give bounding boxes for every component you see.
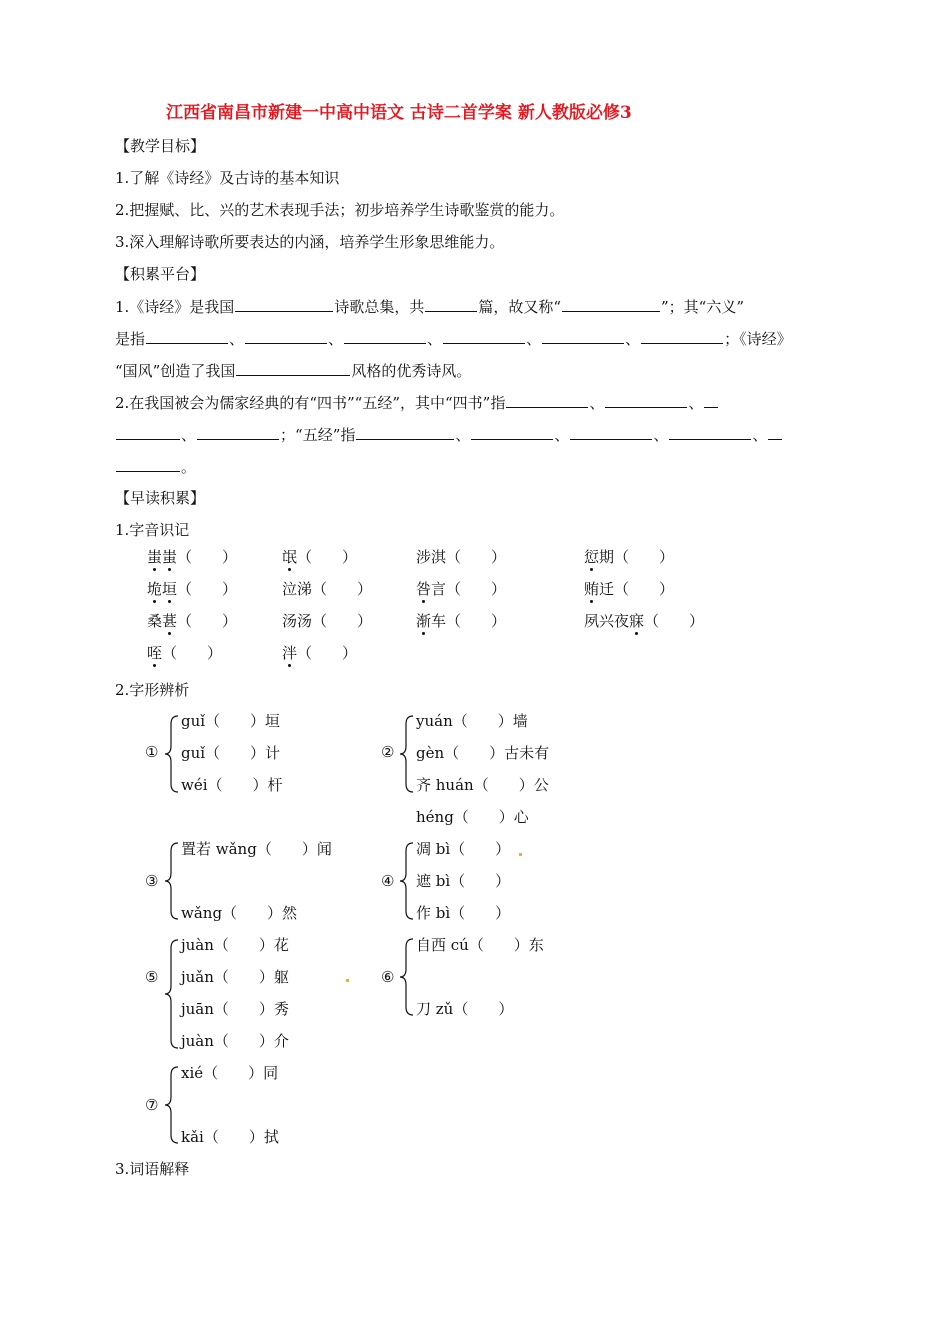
goal-item: 3.深入理解诗歌所要表达的内涵，培养学生形象思维能力。 xyxy=(115,233,505,251)
q1-text: 篇，故又称“ xyxy=(478,298,561,316)
shape-item: yuán（ ）墙 xyxy=(416,712,528,730)
shape-item: juàn（ ）介 xyxy=(181,1032,289,1050)
q1-text: 1.《诗经》是我国 xyxy=(115,298,235,316)
shape-item: guǐ（ ）垣 xyxy=(181,712,281,730)
shape-item: 遮 bì（ ） xyxy=(416,872,511,890)
separator: 。 xyxy=(181,458,197,476)
pron-item xyxy=(416,611,506,631)
shape-item: 刀 zǔ（ ） xyxy=(416,1000,514,1018)
group-number: ⑥ xyxy=(381,968,395,986)
dotted-char: 泮 xyxy=(282,644,298,662)
answer-paren[interactable]: （ ） xyxy=(297,644,358,662)
answer-paren[interactable]: （ ） xyxy=(614,548,675,566)
q2-text: “五经”指 xyxy=(295,426,356,444)
fill-blank[interactable] xyxy=(443,328,525,344)
mark-dot xyxy=(519,853,522,856)
fill-blank[interactable] xyxy=(542,328,624,344)
answer-paren[interactable]: （ ） xyxy=(177,548,238,566)
q1-text: ”；其“六义” xyxy=(661,298,745,316)
answer-paren[interactable]: （ ） xyxy=(644,612,705,630)
fill-blank[interactable] xyxy=(704,392,718,408)
fill-blank[interactable] xyxy=(236,360,350,376)
separator: 、 xyxy=(229,330,245,348)
group-number: ① xyxy=(145,743,159,761)
dotted-char: 葚 xyxy=(162,612,178,630)
answer-paren[interactable]: （ ） xyxy=(177,612,238,630)
fill-blank[interactable] xyxy=(235,296,333,312)
pron-item xyxy=(147,579,237,599)
goal-item: 2.把握赋、比、兴的艺术表现手法；初步培养学生诗歌鉴赏的能力。 xyxy=(115,201,565,219)
shape-item: xié（ ）同 xyxy=(181,1064,279,1082)
pron-item xyxy=(147,547,237,567)
answer-paren[interactable]: （ ） xyxy=(312,580,373,598)
answer-paren[interactable]: （ ） xyxy=(177,580,238,598)
fill-blank[interactable] xyxy=(116,424,180,440)
q1-text: 风格的优秀诗风。 xyxy=(351,362,472,380)
pron-item xyxy=(584,611,704,631)
q1-text: 诗歌总集，共 xyxy=(334,298,425,316)
group-number: ⑦ xyxy=(145,1096,159,1114)
brace-icon xyxy=(164,938,180,1050)
answer-paren[interactable]: （ ） xyxy=(297,548,358,566)
fill-blank[interactable] xyxy=(197,424,279,440)
pron-item xyxy=(282,643,357,663)
fill-blank[interactable] xyxy=(471,424,553,440)
sub-heading-pronunciation: 1.字音识记 xyxy=(115,521,190,539)
dotted-char: 渐 xyxy=(416,612,432,630)
q1-text: 是指 xyxy=(115,330,146,348)
group-number: ⑤ xyxy=(145,968,159,986)
pron-item xyxy=(147,643,222,663)
group-number: ④ xyxy=(381,872,395,890)
answer-paren[interactable]: （ ） xyxy=(446,548,507,566)
fill-blank[interactable] xyxy=(116,456,180,472)
shape-item: kǎi（ ）拭 xyxy=(181,1128,279,1146)
answer-paren[interactable]: （ ） xyxy=(446,612,507,630)
question-1-line-1 xyxy=(115,296,744,317)
fill-blank[interactable] xyxy=(570,424,652,440)
separator: 、 xyxy=(328,330,344,348)
brace-icon xyxy=(399,714,415,794)
shape-item: 齐 huán（ ）公 xyxy=(416,776,549,794)
fill-blank[interactable] xyxy=(562,296,660,312)
fill-blank[interactable] xyxy=(506,392,588,408)
section-heading-goals: 【教学目标】 xyxy=(115,137,206,155)
shape-item: 自西 cú（ ）东 xyxy=(416,936,544,954)
fill-blank[interactable] xyxy=(356,424,454,440)
dotted-char: 氓 xyxy=(282,548,298,566)
plain-char: 期 xyxy=(599,548,615,566)
q2-text: 2.在我国被会为儒家经典的有“四书”“五经”，其中“四书”指 xyxy=(115,394,506,412)
pron-item xyxy=(416,579,506,599)
sub-heading-word-explanation: 3.词语解释 xyxy=(115,1160,190,1178)
brace-icon xyxy=(164,1065,180,1145)
answer-paren[interactable]: （ ） xyxy=(312,612,373,630)
shape-item: juǎn（ ）躯 xyxy=(181,968,289,986)
shape-item: juàn（ ）花 xyxy=(181,936,289,954)
separator: 、 xyxy=(455,426,471,444)
dotted-char: 贿 xyxy=(584,580,600,598)
dotted-char: 咥 xyxy=(147,644,163,662)
question-1-line-3 xyxy=(115,360,471,381)
brace-icon xyxy=(164,714,180,794)
mark-dot xyxy=(346,979,349,982)
pron-item xyxy=(282,579,372,599)
q1-text: ；《诗经》 xyxy=(724,330,792,348)
dotted-char: 垝 xyxy=(147,580,163,598)
separator: 、 xyxy=(427,330,443,348)
shape-item: 凋 bì（ ） xyxy=(416,840,511,858)
fill-blank[interactable] xyxy=(605,392,687,408)
separator: 、 xyxy=(688,394,704,412)
answer-paren[interactable]: （ ） xyxy=(614,580,675,598)
plain-char: 车 xyxy=(431,612,447,630)
section-heading-early-reading: 【早读积累】 xyxy=(115,489,206,507)
group-number: ③ xyxy=(145,872,159,890)
fill-blank[interactable] xyxy=(425,296,477,312)
pron-item xyxy=(147,611,237,631)
pron-item xyxy=(282,611,372,631)
fill-blank[interactable] xyxy=(768,424,782,440)
section-heading-accumulation: 【积累平台】 xyxy=(115,265,206,283)
separator: 、 xyxy=(526,330,542,348)
fill-blank[interactable] xyxy=(641,328,723,344)
pron-item xyxy=(584,547,674,567)
shape-item: 置若 wǎng（ ）闻 xyxy=(181,840,332,858)
pron-item xyxy=(416,547,506,567)
fill-blank[interactable] xyxy=(245,328,327,344)
shape-item: 作 bì（ ） xyxy=(416,904,511,922)
separator: 、 xyxy=(589,394,605,412)
pron-item xyxy=(282,547,357,567)
plain-char: 桑 xyxy=(147,612,163,630)
separator: 、 xyxy=(625,330,641,348)
separator: 、 xyxy=(554,426,570,444)
plain-char: 泣涕 xyxy=(282,580,313,598)
dotted-char: 愆 xyxy=(584,548,600,566)
dotted-char: 蚩 xyxy=(162,548,178,566)
pron-item xyxy=(584,579,674,599)
brace-icon xyxy=(399,841,415,921)
answer-paren[interactable]: （ ） xyxy=(446,580,507,598)
shape-item: héng（ ）心 xyxy=(416,808,529,826)
dotted-char: 垣 xyxy=(162,580,178,598)
group-number: ② xyxy=(381,743,395,761)
sub-heading-shape: 2.字形辨析 xyxy=(115,681,190,699)
brace-icon xyxy=(164,841,180,921)
plain-char: 言 xyxy=(431,580,447,598)
page-title: 江西省南昌市新建一中高中语文 古诗二首学案 新人教版必修3 xyxy=(166,103,632,123)
plain-char: 迁 xyxy=(599,580,615,598)
goal-item: 1.了解《诗经》及古诗的基本知识 xyxy=(115,169,340,187)
separator: 、 xyxy=(752,426,768,444)
shape-item: wéi（ ）杆 xyxy=(181,776,283,794)
plain-char: 汤汤 xyxy=(282,612,313,630)
dotted-char: 咎 xyxy=(416,580,432,598)
dotted-char: 寐 xyxy=(629,612,645,630)
q1-text: “国风”创造了我国 xyxy=(115,362,236,380)
question-1-line-2 xyxy=(115,328,792,349)
separator: ； xyxy=(280,426,296,444)
question-2-line-3 xyxy=(115,456,196,477)
brace-icon xyxy=(399,937,415,1017)
shape-item: wǎng（ ）然 xyxy=(181,904,298,922)
fill-blank[interactable] xyxy=(344,328,426,344)
dotted-char: 蚩 xyxy=(147,548,163,566)
question-2-line-1 xyxy=(115,392,719,413)
separator: 、 xyxy=(181,426,197,444)
question-2-line-2 xyxy=(115,424,783,445)
plain-char: 涉淇 xyxy=(416,548,447,566)
separator: 、 xyxy=(653,426,669,444)
shape-item: juān（ ）秀 xyxy=(181,1000,289,1018)
plain-char: 夙兴夜 xyxy=(584,612,630,630)
fill-blank[interactable] xyxy=(669,424,751,440)
fill-blank[interactable] xyxy=(146,328,228,344)
shape-item: guǐ（ ）计 xyxy=(181,744,281,762)
shape-item: gèn（ ）古未有 xyxy=(416,744,550,762)
answer-paren[interactable]: （ ） xyxy=(162,644,223,662)
